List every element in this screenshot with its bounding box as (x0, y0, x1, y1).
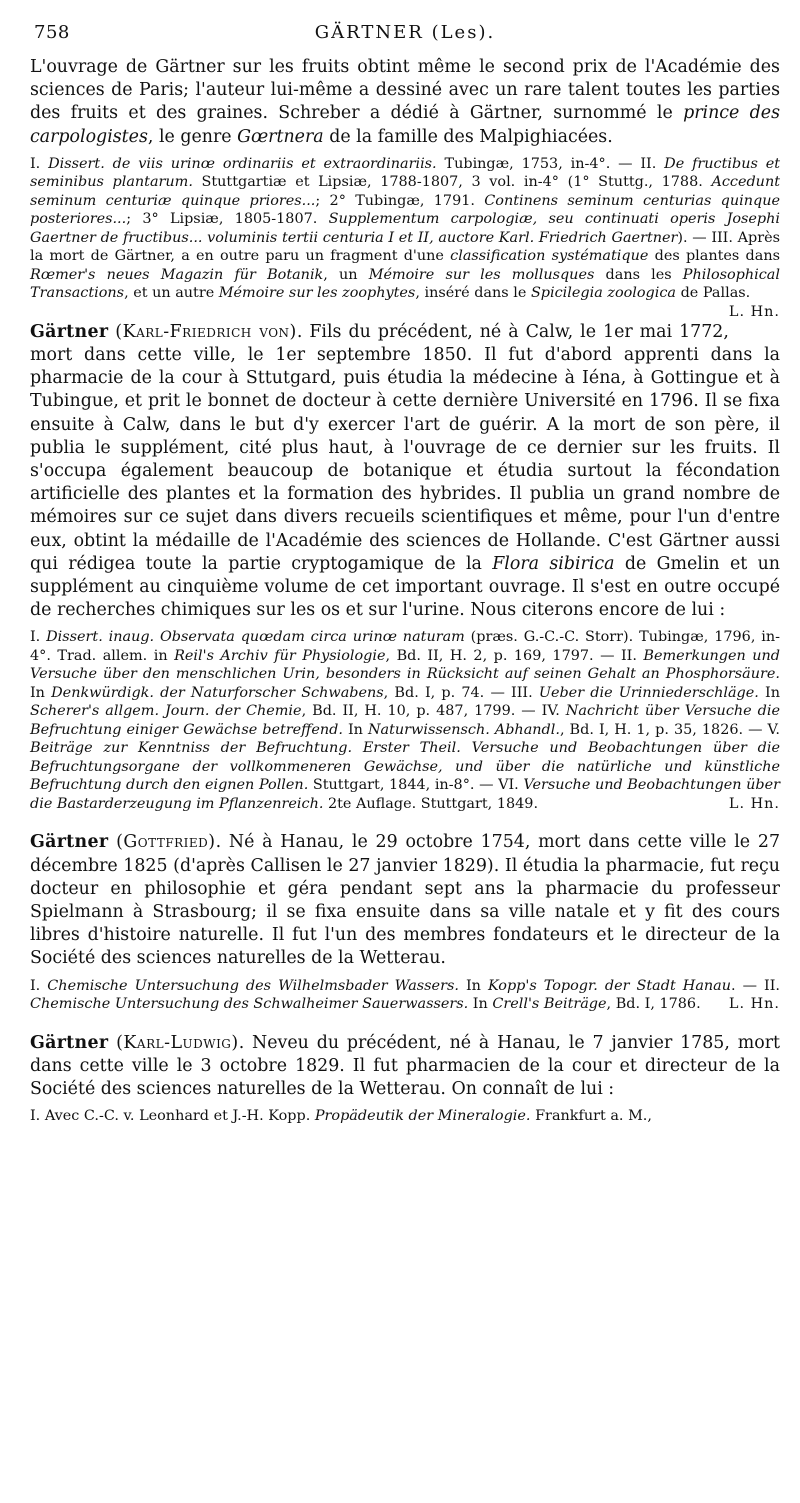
page-number: 758 (34, 22, 70, 43)
signature: L. Hn. (728, 996, 780, 1013)
entry-karl-ludwig: Gärtner (Karl-Ludwig). Neveu du précédent, né à Hanau, le 7 janvier 1785, mort dans cette ville le 3 octobre 1829. Il fut pharmacien de la cour et directeur de la Société des sciences naturelles de la Wetterau. On connaît de lui : (30, 1032, 780, 1100)
gottfried-bibliography: I. Chemische Untersuchung des Wilhelmsbader Wassers. In Kopp's Topogr. der Stadt Hanau. — II. Chemische Untersuchung des Schwalheimer Sauerwassers. In Crell's Beiträge, Bd. I, 1786. L. Hn. (30, 977, 780, 1013)
page-header (30, 22, 780, 50)
signature: L. Hn. (728, 303, 780, 320)
running-head: GÄRTNER (Les). (314, 22, 496, 43)
intro-bibliography: I. Dissert. de viis urinœ ordinariis et extraordinariis. Tubingæ, 1753, in-4°. — II. De fructibus et seminibus plantarum. Stuttgartiæ et Lipsiæ, 1788-1807, 3 vol. in-4° (1° Stuttg., 1788. Accedunt seminum centuriæ quinque priores...; 2° Tubingæ, 1791. Continens seminum centurias quinque posteriores...; 3° Lipsiæ, 1805-1807. Supplementum carpologiæ, seu continuati operis Josephi Gaertner de fructibus... voluminis tertii centuria I et II, auctore Karl. Friedrich Gaertner). — III. Après la mort de Gärtner, a en outre paru un fragment d'une classification systématique des plantes dans Rœmer's neues Magazin für Botanik, un Mémoire sur les mollusques dans les Philosophical Transactions, et un autre Mémoire sur les zoophytes, inséré dans le Spicilegia zoologica de Pallas. L. Hn. (30, 155, 781, 320)
entry-gottfried: Gärtner (Gottfried). Né à Hanau, le 29 octobre 1754, mort dans cette ville le 27 décembre 1825 (d'après Callisen le 27 janvier 1829). Il étudia la pharmacie, fut reçu docteur en philosophie et géra pendant sept ans la pharmacie du professeur Spielmann à Strasbourg; il se fixa ensuite dans sa ville natale et y fit des cours libres d'histoire naturelle. Il fut l'un des membres fondateurs et le directeur de la Société des sciences naturelles de la Wetterau. (30, 832, 781, 969)
entry-name: Gärtner (30, 321, 109, 342)
entry-name: Gärtner (30, 832, 109, 853)
karl-friedrich-bibliography: I. Dissert. inaug. Observata quœdam circa urinœ naturam (præs. G.-C.-C. Storr). Tubingæ, 1796, in-4°. Trad. allem. in Reil's Archiv für Physiologie, Bd. II, H. 2, p. 169, 1797. — II. Bemerkungen und Versuche über den menschlichen Urin, besonders in Rücksicht auf seinen Gehalt an Phosphorsäure. In Denkwürdigk. der Naturforscher Schwabens, Bd. I, p. 74. — III. Ueber die Urinniederschläge. In Scherer's allgem. Journ. der Chemie, Bd. II, H. 10, p. 487, 1799. — IV. Nachricht über Versuche die Befruchtung einiger Gewächse betreffend. In Naturwissensch. Abhandl., Bd. I, H. 1, p. 35, 1826. — V. Beiträge zur Kenntniss der Befruchtung. Erster Theil. Versuche und Beobachtungen über die Befruchtungsorgane der vollkommeneren Gewächse, und über die natürliche und künstliche Befruchtung durch den eignen Pollen. Stuttgart, 1844, in-8°. — VI. Versuche und Beobachtungen über die Bastarderzeugung im Pflanzenreich. 2te Auflage. Stuttgart, 1849. L. Hn. (30, 629, 780, 812)
entry-given-name: (Gottfried) (116, 832, 216, 853)
entry-karl-friedrich: Gärtner (Karl-Friedrich von). Fils du précédent, né à Calw, le 1er mai 1772, mort dans cette ville, le 1er septembre 1850. Il fut d'abord apprenti dans la pharmacie de la cour à Sttutgard, puis étudia la médecine à Iéna, à Gottingue et à Tubingue, et prit le bonnet de docteur à cette dernière Université en 1796. Il se fixa ensuite à Calw, dans le but d'y exercer l'art de guérir. A la mort de son père, il publia le supplément, cité plus haut, à l'ouvrage de ce dernier sur les fruits. Il s'occupa également beaucoup de botanique et étudia surtout la fécondation artificielle des plantes et la formation des hybrides. Il publia un grand nombre de mémoires sur ce sujet dans divers recueils scientifiques et même, pour l'un d'entre eux, obtint la médaille de l'Académie des sciences de Hollande. C'est Gärtner aussi qui rédigea toute la partie cryptogamique de la Flora sibirica de Gmelin et un supplément au cinquième volume de cet important ouvrage. Il s'est en outre occupé de recherches chimiques sur les os et sur l'urine. Nous citerons encore de lui : (30, 321, 780, 621)
karl-ludwig-bibliography: I. Avec C.-C. v. Leonhard et J.-H. Kopp. Propädeutik der Mineralogie. Frankfurt a. M., (30, 1108, 652, 1125)
intro-paragraph: L'ouvrage de Gärtner sur les fruits obtint même le second prix de l'Académie des sciences de Paris; l'auteur lui-même a dessiné avec un rare talent toutes les parties des fruits et des graines. Schreber a dédié à Gärtner, surnommé le prince des carpologistes, le genre Gœrtnera de la famille des Malpighiacées. (30, 57, 780, 147)
entry-given-name: (Karl-Ludwig) (116, 1032, 239, 1053)
entry-given-name: (Karl-Friedrich von) (115, 321, 297, 342)
entry-name: Gärtner (30, 1032, 109, 1053)
page (30, 22, 780, 1126)
signature: L. Hn. (728, 795, 780, 812)
